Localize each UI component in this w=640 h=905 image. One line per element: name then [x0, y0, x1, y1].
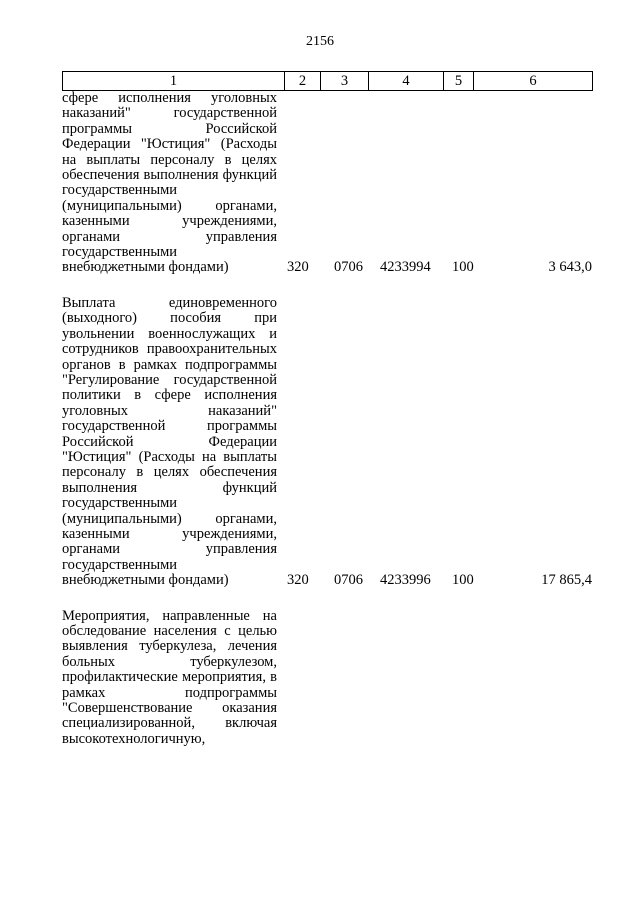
column-header-2: 2	[285, 72, 321, 91]
row-sum: 3 643,0	[548, 259, 592, 276]
row-cs: 4233996	[380, 572, 431, 589]
column-header-1: 1	[63, 72, 285, 91]
table-body	[62, 91, 594, 747]
column-header-row	[63, 72, 593, 91]
row-vr: 100	[452, 259, 474, 276]
row-rz: 320	[287, 572, 309, 589]
row-description: Выплата единовременного (выходного) пособия при увольнении военнослужащих и сотрудников правоохранительных органов в рамках подпрограммы "Регулирование государственной политики в сфере исполнения уголовных наказаний" государственной программы Российской Федерации "Юстиция" (Расходы на выплаты персоналу в целях обеспечения выполнения функций государственными (муниципальными) органами, казенными учреждениями, органами управления государственными внебюджетными фондами)	[62, 294, 277, 589]
row-vr: 100	[452, 572, 474, 589]
column-header-table	[62, 71, 593, 91]
row-cs: 4233994	[380, 259, 431, 276]
column-header-4: 4	[369, 72, 444, 91]
row-pr: 0706	[334, 572, 363, 589]
table-row	[62, 91, 594, 276]
column-header-3: 3	[321, 72, 369, 91]
column-header-5: 5	[444, 72, 474, 91]
row-description: сфере исполнения уголовных наказаний" государственной программы Российской Федерации "Юстиция" (Расходы на выплаты персоналу в целях обеспечения выполнения функций государственными (муниципальными) органами, казенными учреждениями, органами управления государственными внебюджетными фондами)	[62, 90, 277, 276]
table-row	[62, 609, 594, 748]
column-header-6: 6	[474, 72, 593, 91]
table-row	[62, 296, 594, 589]
row-sum: 17 865,4	[541, 572, 592, 589]
page-number: 2156	[306, 34, 334, 49]
row-pr: 0706	[334, 259, 363, 276]
row-description: Мероприятия, направленные на обследование населения с целью выявления туберкулеза, лечения больных туберкулезом, профилактические мероприятия, в рамках подпрограммы "Совершенствование оказания специализированной, включая высокотехнологичную,	[62, 607, 277, 747]
row-rz: 320	[287, 259, 309, 276]
